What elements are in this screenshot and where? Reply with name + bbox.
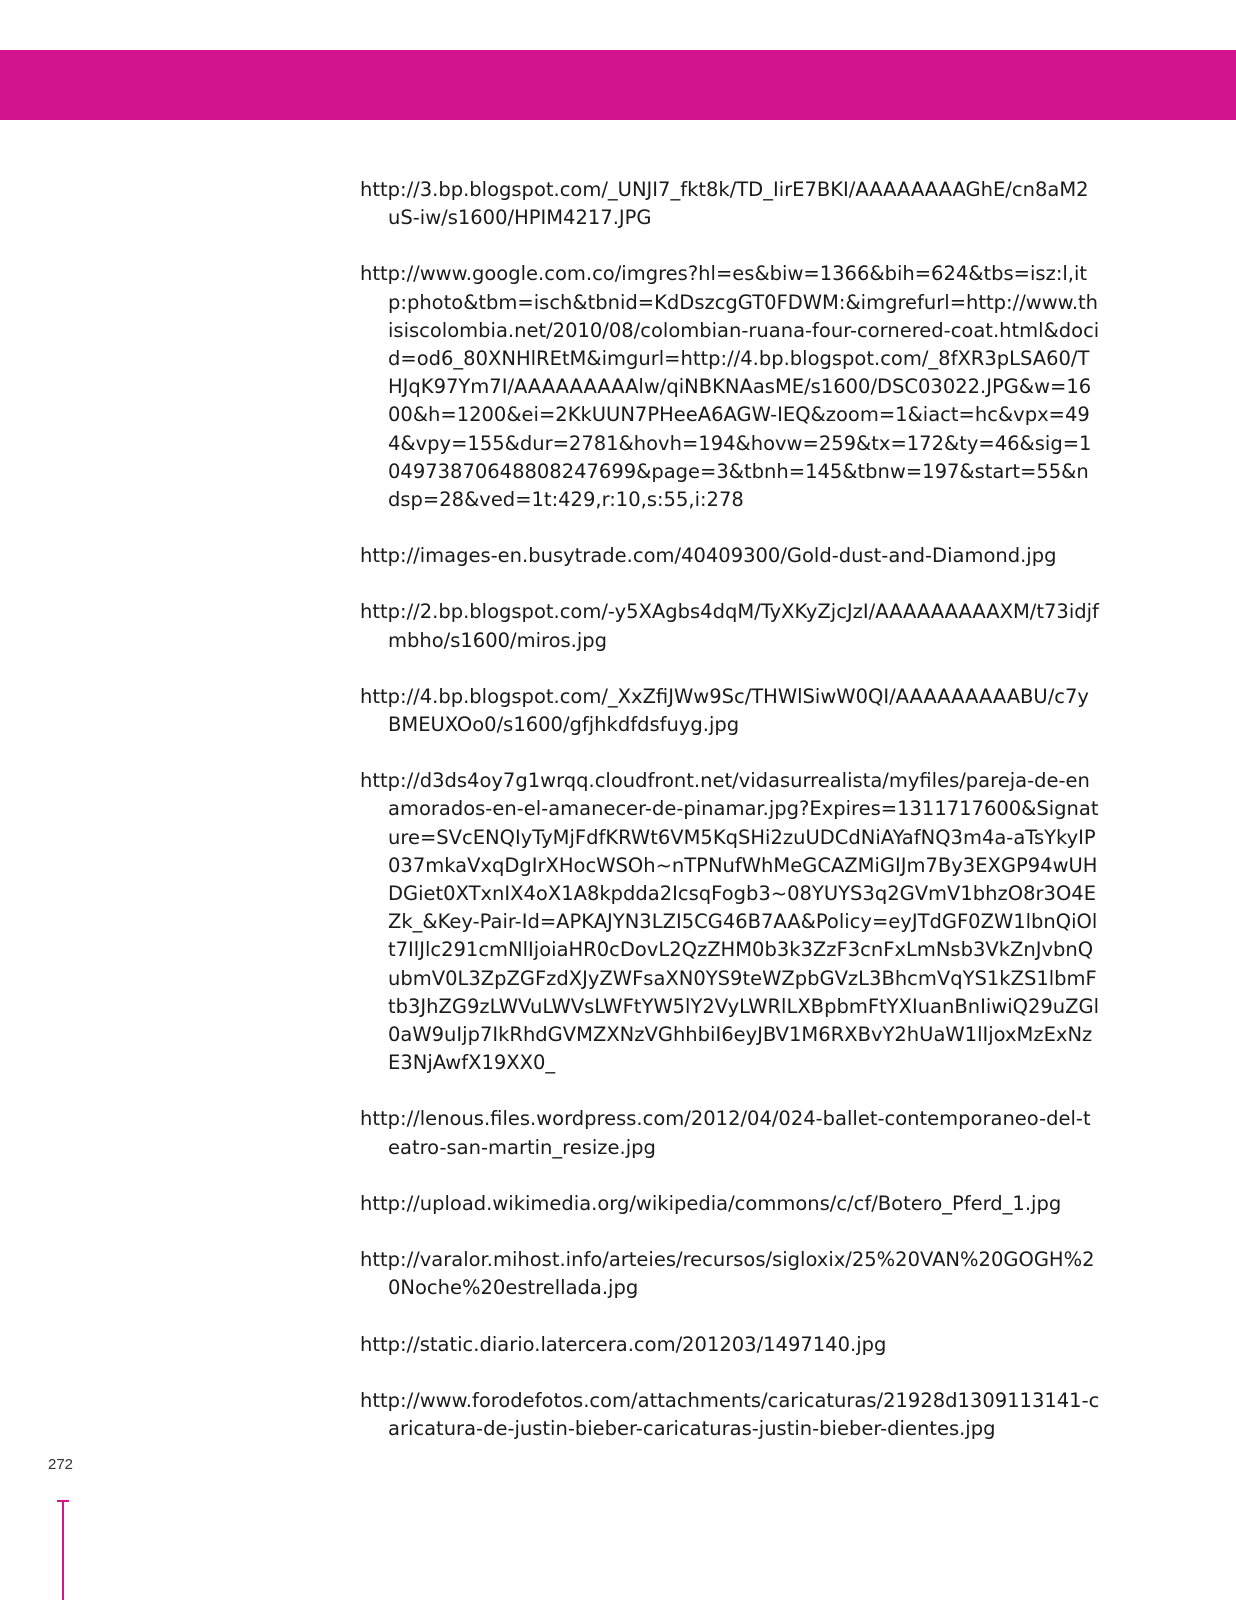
reference-list — [360, 176, 1100, 1471]
reference-item: http://2.bp.blogspot.com/-y5XAgbs4dqM/TyXKyZjcJzI/AAAAAAAAAXM/t73idjfmbho/s1600/miros.jpg — [360, 600, 1099, 652]
reference-item: http://4.bp.blogspot.com/_XxZfiJWw9Sc/THWlSiwW0QI/AAAAAAAAABU/c7yBMEUXOo0/s1600/gfjhkdfdsfuyg.jpg — [360, 684, 1089, 737]
reference-item: http://varalor.mihost.info/arteies/recursos/sigloxix/25%20VAN%20GOGH%20Noche%20estrellada.jpg — [360, 1248, 1095, 1300]
reference-item: http://www.forodefotos.com/attachments/caricaturas/21928d1309113141-caricatura-de-justin-bieber-caricaturas-justin-bieber-dientes.jpg — [360, 1388, 1100, 1440]
page-number: 272 — [48, 1456, 74, 1473]
reference-item: http://images-en.busytrade.com/40409300/Gold-dust-and-Diamond.jpg — [360, 544, 1057, 568]
header-color-band — [0, 50, 1236, 120]
reference-item: http://d3ds4oy7g1wrqq.cloudfront.net/vidasurrealista/myfiles/pareja-de-enamorados-en-el-amanecer-de-pinamar.jpg?Expires=1311717600&Signature=SVcENQIyTyMjFdfKRWt6VM5KqSHi2zuUDCdNiAYafNQ3m4a-aTsYkyIP037mkaVxqDgIrXHocWSOh~nTPNufWhMeGCAZMiGIJm7By3EXGP94wUHDGiet0XTxnIX4oX1A8kpdda2IcsqFogb3~08YUYS3q2GVmV1bhzO8r3O4EZk_&Key-Pair-Id=APKAJYN3LZI5CG46B7AA&Policy=eyJTdGF0ZW1lbnQiOlt7IlJlc291cmNlIjoiaHR0cDovL2QzZHM0b3k3ZzF3cnFxLmNsb3VkZnJvbnQubmV0L3ZpZGFzdXJyZWFsaXN0YS9teWZpbGVzL3BhcmVqYS1kZS1lbmFtb3JhZG9zLWVuLWVsLWFtYW5lY2VyLWRlLXBpbmFtYXIuanBnIiwiQ29uZGl0aW9uIjp7IkRhdGVMZXNzVGhhbiI6eyJBV1M6RXBvY2hUaW1lIjoxMzExNzE3NjAwfX19XX0_ — [360, 769, 1100, 1075]
reference-item: http://static.diario.latercera.com/201203/1497140.jpg — [360, 1332, 887, 1356]
reference-item: http://www.google.com.co/imgres?hl=es&biw=1366&bih=624&tbs=isz:l,itp:photo&tbm=isch&tbnid=KdDszcgGT0FDWM:&imgrefurl=http://www.thisiscolombia.net/2010/08/colombian-ruana-four-cornered-coat.html&docid=od6_80XNHlREtM&imgurl=http://4.bp.blogspot.com/_8fXR3pLSA60/THJqK97Ym7I/AAAAAAAAAlw/qiNBKNAasME/s1600/DSC03022.JPG&w=1600&h=1200&ei=2KkUUN7PHeeA6AGW-IEQ&zoom=1&iact=hc&vpx=494&vpy=155&dur=2781&hovh=194&hovw=259&tx=172&ty=46&sig=104973870648808247699&page=3&tbnh=145&tbnw=197&start=55&ndsp=28&ved=1t:429,r:10,s:55,i:278 — [360, 262, 1100, 512]
reference-item: http://lenous.files.wordpress.com/2012/04/024-ballet-contemporaneo-del-teatro-san-martin_resize.jpg — [360, 1107, 1091, 1159]
margin-rule — [62, 1500, 64, 1600]
reference-item: http://upload.wikimedia.org/wikipedia/commons/c/cf/Botero_Pferd_1.jpg — [360, 1191, 1062, 1215]
reference-item: http://3.bp.blogspot.com/_UNJI7_fkt8k/TD_IirE7BKI/AAAAAAAAGhE/cn8aM2uS-iw/s1600/HPIM4217.JPG — [360, 178, 1089, 230]
